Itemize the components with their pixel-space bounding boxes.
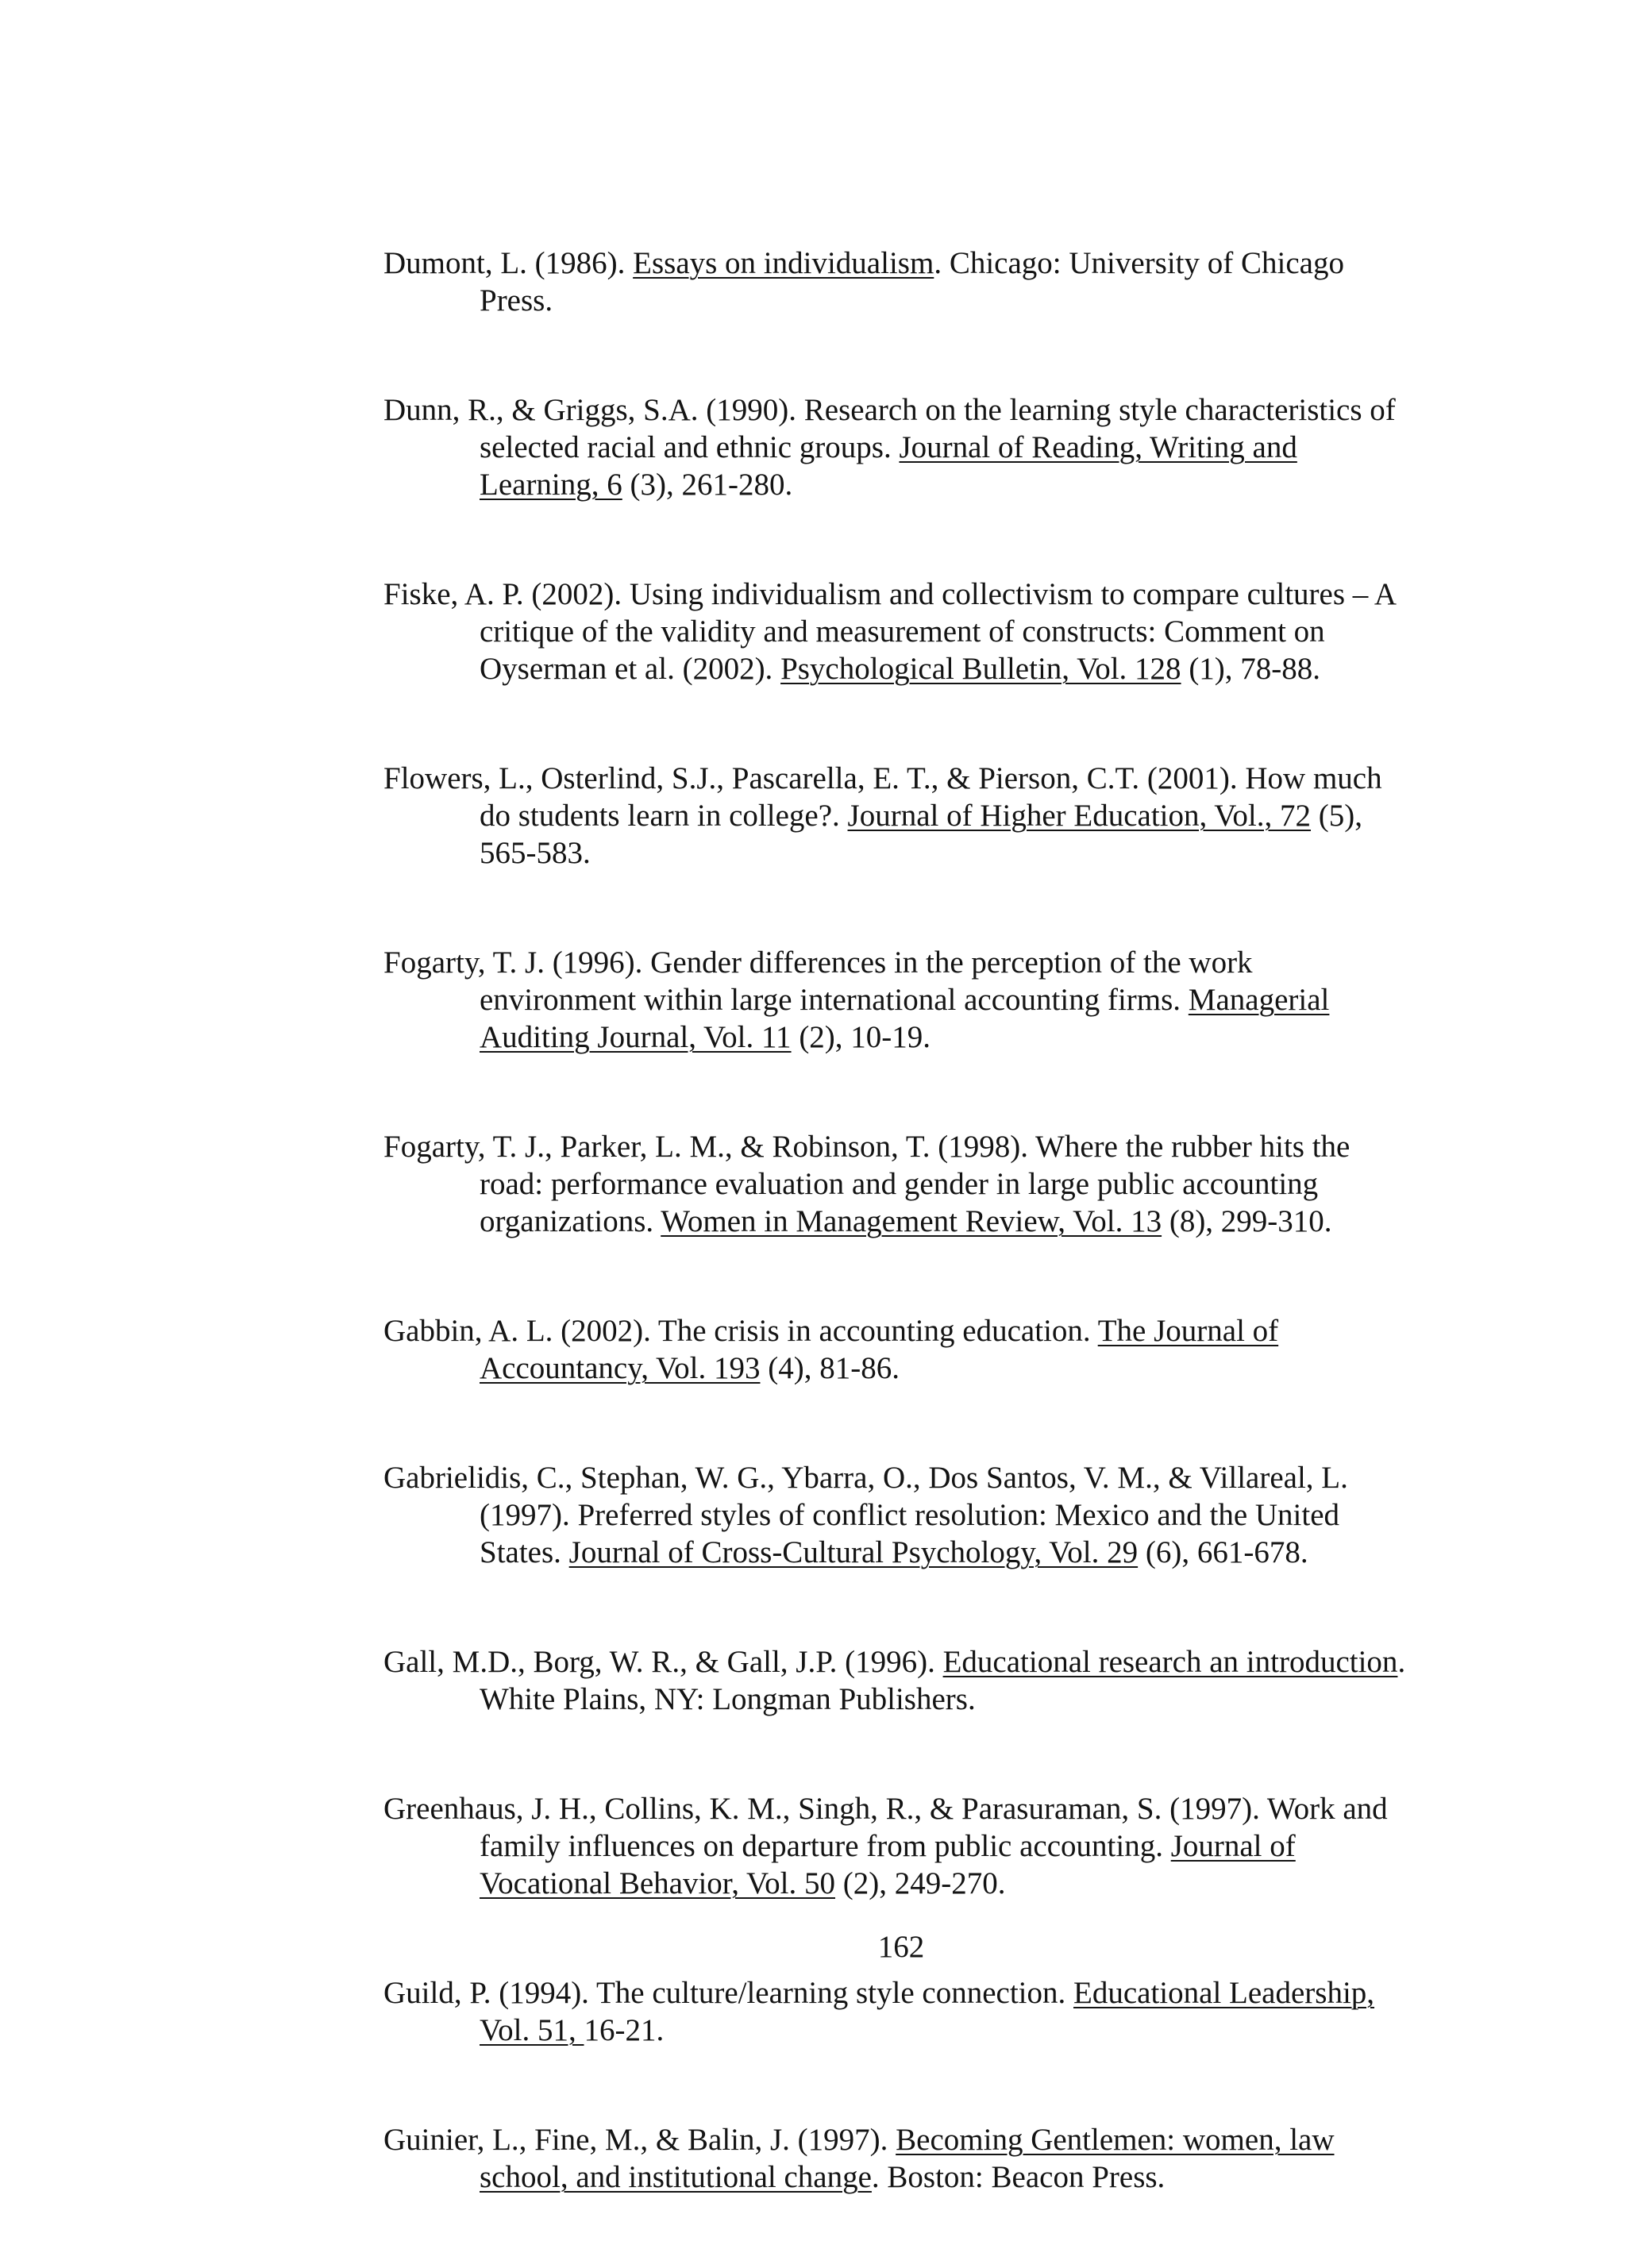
reference-entry	[383, 245, 1416, 319]
reference-text: (4), 81-86.	[760, 1351, 900, 1385]
reference-text: (1), 78-88.	[1181, 652, 1321, 686]
reference-source-title: The Journal of Accountancy, Vol. 193	[480, 1314, 1279, 1385]
reference-text: . Chicago: University of Chicago Press.	[480, 246, 1344, 318]
reference-entry	[383, 1790, 1416, 1902]
reference-source-title: Women in Management Review, Vol. 13	[661, 1204, 1162, 1238]
reference-text: (2), 249-270.	[835, 1866, 1006, 1900]
reference-text: Guild, P. (1994). The culture/learning style connection.	[383, 1976, 1074, 2010]
reference-entry	[383, 391, 1416, 503]
reference-text: Gabbin, A. L. (2002). The crisis in accounting education.	[383, 1314, 1098, 1348]
reference-text: Greenhaus, J. H., Collins, K. M., Singh, R., & Parasuraman, S. (1997). Work and family influences on departure from public accounting.	[383, 1792, 1388, 1863]
reference-text: Fogarty, T. J., Parker, L. M., & Robinson, T. (1998). Where the rubber hits the road: performance evaluation and gender in large public accounting organizations.	[383, 1130, 1351, 1238]
reference-source-title: Educational research an introduction	[942, 1645, 1398, 1679]
reference-entry	[383, 576, 1416, 687]
reference-entry	[383, 1459, 1416, 1571]
reference-entry	[383, 1643, 1416, 1718]
reference-text: Flowers, L., Osterlind, S.J., Pascarella, E. T., & Pierson, C.T. (2001). How much do students learn in college?.	[383, 761, 1382, 833]
reference-text: Fogarty, T. J. (1996). Gender differences in the perception of the work environment within large international accounting firms.	[383, 945, 1253, 1017]
reference-source-title: Journal of Reading, Writing and Learning, 6	[480, 430, 1297, 502]
reference-source-title: Becoming Gentlemen: women, law school, and institutional change	[480, 2123, 1335, 2194]
reference-source-title: Journal of Cross-Cultural Psychology, Vol. 29	[568, 1535, 1139, 1569]
reference-text: 16-21.	[584, 2013, 665, 2047]
page-number: 162	[877, 1930, 925, 1964]
reference-text: (2), 10-19.	[791, 1020, 931, 1054]
reference-text: Dumont, L. (1986).	[383, 246, 634, 280]
reference-source-title: Journal of Vocational Behavior, Vol. 50	[480, 1829, 1296, 1900]
reference-entry	[383, 1974, 1416, 2049]
reference-text: . Boston: Beacon Press.	[871, 2160, 1166, 2194]
reference-text: Gall, M.D., Borg, W. R., & Gall, J.P. (1996).	[383, 1645, 943, 1679]
reference-entry	[383, 2121, 1416, 2196]
reference-text: Dunn, R., & Griggs, S.A. (1990). Research on the learning style characteristics of selected racial and ethnic groups.	[383, 393, 1396, 464]
reference-text: (6), 661-678.	[1138, 1535, 1308, 1569]
reference-entry	[383, 944, 1416, 1056]
reference-source-title: Essays on individualism	[633, 246, 934, 280]
reference-text: (5), 565-583.	[480, 799, 1362, 870]
reference-entry	[383, 1312, 1416, 1387]
reference-entry	[383, 1128, 1416, 1240]
reference-source-title: Managerial Auditing Journal, Vol. 11	[480, 983, 1330, 1054]
reference-text: (3), 261-280.	[622, 468, 793, 502]
reference-text: Gabrielidis, C., Stephan, W. G., Ybarra, O., Dos Santos, V. M., & Villareal, L. (1997). Preferred styles of conflict resolution: Mexico and the United States.	[383, 1461, 1348, 1569]
reference-text: Guinier, L., Fine, M., & Balin, J. (1997).	[383, 2123, 896, 2157]
reference-source-title: Journal of Higher Education, Vol., 72	[847, 799, 1312, 833]
reference-source-title: Psychological Bulletin, Vol. 128	[780, 652, 1181, 686]
reference-source-title: Educational Leadership, Vol. 51,	[480, 1976, 1375, 2047]
reference-text: . White Plains, NY: Longman Publishers.	[480, 1645, 1406, 1716]
reference-text: (8), 299-310.	[1162, 1204, 1332, 1238]
reference-text: Fiske, A. P. (2002). Using individualism and collectivism to compare cultures – A critique of the validity and measurement of constructs: Comment on Oyserman et al. (2002).	[383, 577, 1395, 686]
reference-entry	[383, 760, 1416, 872]
